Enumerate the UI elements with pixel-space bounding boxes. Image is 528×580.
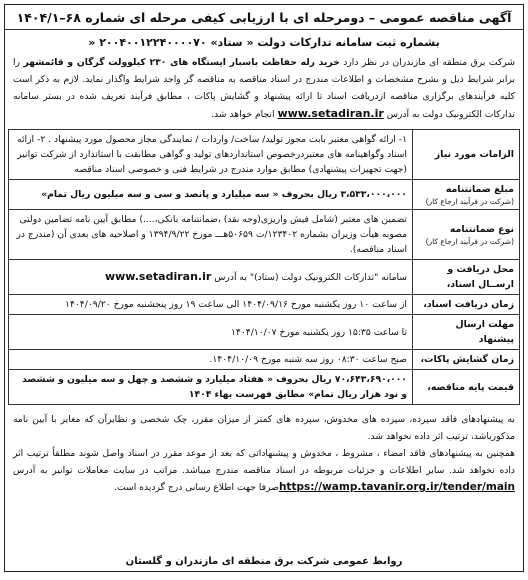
- tender-details-table: [8, 129, 520, 405]
- tender-notice: [4, 4, 524, 572]
- row-value: تضمین های معتبر (شامل فیش واریزی(وجه نقد) ،ضمانتنامه بانکی،....) مطابق آیین نامه تضامین دولتی مصوبه هیأت وزیران بشماره ۱۲۳۴۰۲/ت ۵۰۶۵۹هـــ مورخ ۱۳۹۴/۹/۲۲ و اصلاحیه های بعدی آن (مندرج در اسناد مناقصه).: [9, 210, 413, 260]
- notice-title: آگهی مناقصه عمومی – دومرحله ای با ارزیابی کیفی مرحله ای شماره ۶۸–۱۴۰۴/۱: [5, 5, 523, 30]
- row-value: ۳،۵۳۳،۰۰۰،۰۰۰ ریال بحروف « سه میلیارد و پانصد و سی و سه میلیون ریال تمام»: [9, 180, 413, 210]
- intro-text-end: انجام خواهد شد.: [211, 109, 275, 120]
- row-value: ۱- ارائه گواهی معتبر بابت مجوز تولید/ ساخت/ واردات / نمایندگی مجاز محصول مورد پیشنهاد . ۲- ارائه اسناد وگواهینامه های معتبردرخصوص استانداردهای تولید و گواهی مطابقت با استاندارد از شرکت توانیر (جهت تجهیزات پیشنهادی) مطابق موارد مندرج در شرایط فنی و خصوصی اسناد مناقصه: [9, 130, 413, 180]
- intro-project-title: خرید رله حفاظت باسبار ایستگاه های ۲۳۰ کیلوولت گرگان و قائمشهر: [23, 57, 340, 68]
- table-row: [9, 210, 520, 260]
- row-note: (شرکت در فرآیند ارجاع کار): [425, 197, 514, 206]
- row-label: قیمت پایه مناقصه،: [413, 370, 520, 405]
- setad-link[interactable]: www.setadiran.ir: [277, 107, 384, 120]
- table-row: [9, 315, 520, 350]
- row-value: تا ساعت ۱۵:۳۵ روز یکشنبه مورخ ۱۴۰۴/۱۰/۰۷: [9, 315, 413, 350]
- notice-registration-number: بشماره ثبت سامانه تدارکات دولت « ستاد» ۲۰۰۴۰۰۱۲۲۴۰۰۰۰۷۰ «: [88, 36, 440, 49]
- intro-text: شرکت برق منطقه ای مازندران در نظر دارد: [343, 57, 516, 68]
- row-value: ۷۰،۶۴۳،۶۹۰،۰۰۰ ریال بحروف « هفتاد میلیارد و ششصد و چهل و سه میلیون و ششصد و نود هزار ریال تمام» مطابق فهرست بهاء ۱۴۰۴: [9, 370, 413, 405]
- table-row: [9, 130, 520, 180]
- publisher-signature: روابط عمومی شرکت برق منطقه ای مازندران و گلستان: [125, 556, 403, 567]
- row-label: زمان دریافت اسناد،: [413, 295, 520, 315]
- row-label: مهلت ارسال پیشنهاد: [413, 315, 520, 350]
- row-label: مبلغ ضمانتنامه (شرکت در فرآیند ارجاع کار): [413, 180, 520, 210]
- row-label: محل دریافت و ارســال اسناد،: [413, 260, 520, 295]
- footer-notes: [5, 405, 523, 496]
- intro-text-rest: را برابر شرایط ذیل و بشرح مشخصات و اطلاعات مندرج در اسناد مناقصه به مناقصه گر واجد شرایط واگذار نماید. لازم به ذکر است کلیه فرآیندهای برگزاری مناقصه ازدریافت اسناد تا ارائه پیشنهاد و گشایش پاکات ، مطابق فرآیند تعریف شده در بستر سامانه تدارکات الکترونیک دولت به آدرس: [13, 57, 515, 120]
- intro-paragraph: [5, 52, 523, 123]
- table-row: [9, 370, 520, 405]
- table-row: [9, 260, 520, 295]
- row-label: الزامات مورد نیاز: [413, 130, 520, 180]
- table-row: [9, 295, 520, 315]
- tavanir-link[interactable]: https://wamp.tavanir.org.ir/tender/main: [278, 481, 515, 493]
- row-note: (شرکت در فرآیند ارجاع کار): [425, 237, 514, 246]
- row-label: نوع ضمانتنامه (شرکت در فرآیند ارجاع کار): [413, 210, 520, 260]
- row-value: از ساعت ۱۰ روز یکشنبه مورخ ۱۴۰۴/۰۹/۱۶ الی ساعت ۱۹ روز پنجشنبه مورخ ۱۴۰۴/۰۹/۲۰: [9, 295, 413, 315]
- footer-paragraph-2: همچنین به پیشنهادهای فاقد امضاء ، مشروط ، مخدوش و پیشنهاداتی که بعد از موعد مقرر در اسناد واصل شوند مطلقاً ترتیب اثر داده نخواهد شد. سایر اطلاعات و جزئیات مربوطه در اسناد مناقصه مندرج میباشد. مراتب در سایت معاملات توانیر به آدرس https://wamp.tavanir.org.ir/tender/mainصرفا جهت اطلاع رسانی درج گردیده است.: [13, 448, 515, 493]
- table-row: [9, 180, 520, 210]
- footer-paragraph-1: به پیشنهادهای فاقد سپرده، سپرده های مخدوش، سپرده های کمتر از میزان مقرر، چک شخصی و نظایرآن که مغایر با آیین نامه مذکورباشد، ترتیب اثر داده نخواهد شد.: [13, 414, 515, 442]
- setad-link-table[interactable]: www.setadiran.ir: [104, 270, 212, 283]
- row-value: صبح ساعت ۰۸:۳۰ روز سه شنبه مورخ ۱۴۰۴/۱۰/۰۹.: [9, 350, 413, 370]
- row-label: زمان گشایش پاکات،: [413, 350, 520, 370]
- base-price-amount: ۷۰،۶۴۳،۶۹۰،۰۰۰: [334, 374, 407, 385]
- row-value: سامانه "تدارکات الکترونیک دولت (ستاد)" به آدرس www.setadiran.ir: [9, 260, 413, 295]
- guarantee-amount: ۳،۵۳۳،۰۰۰،۰۰۰: [340, 189, 407, 200]
- table-row: [9, 350, 520, 370]
